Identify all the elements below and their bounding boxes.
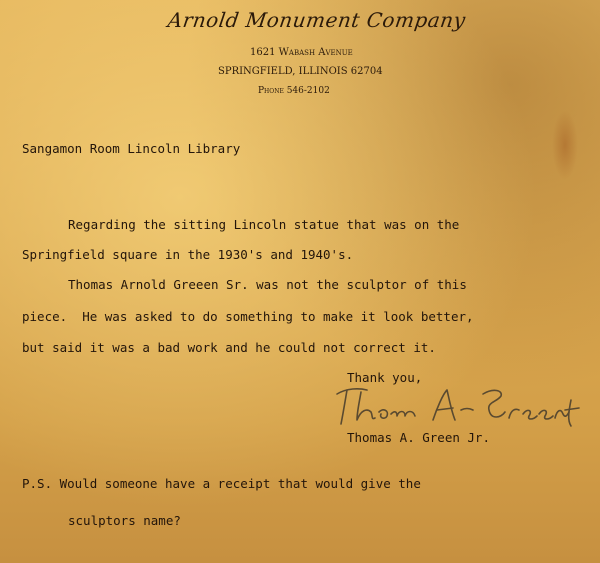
closing-line: Thank you, [347,370,423,385]
postscript-line: P.S. Would someone have a receipt that would give the [22,476,421,491]
body-line: Thomas Arnold Greeen Sr. was not the sculptor of this [68,277,467,292]
paper-stain [552,110,578,180]
signer-name: Thomas A. Green Jr. [347,430,490,445]
body-line: Regarding the sitting Lincoln statue that was on the [68,217,460,232]
body-line: Springfield square in the 1930's and 1940's. [22,247,354,262]
handwritten-signature [333,380,583,432]
letterhead-phone: Phone 546-2102 [258,86,330,96]
body-line: but said it was a bad work and he could not correct it. [22,340,436,355]
body-line: piece. He was asked to do something to make it look better, [22,309,474,324]
letterhead-city: SPRINGFIELD, ILLINOIS 62704 [218,66,383,77]
letterhead-company-name: Arnold Monument Company [166,8,468,32]
postscript-line: sculptors name? [68,513,181,528]
recipient-line: Sangamon Room Lincoln Library [22,141,241,156]
letterhead-address: 1621 Wabash Avenue [250,47,353,58]
